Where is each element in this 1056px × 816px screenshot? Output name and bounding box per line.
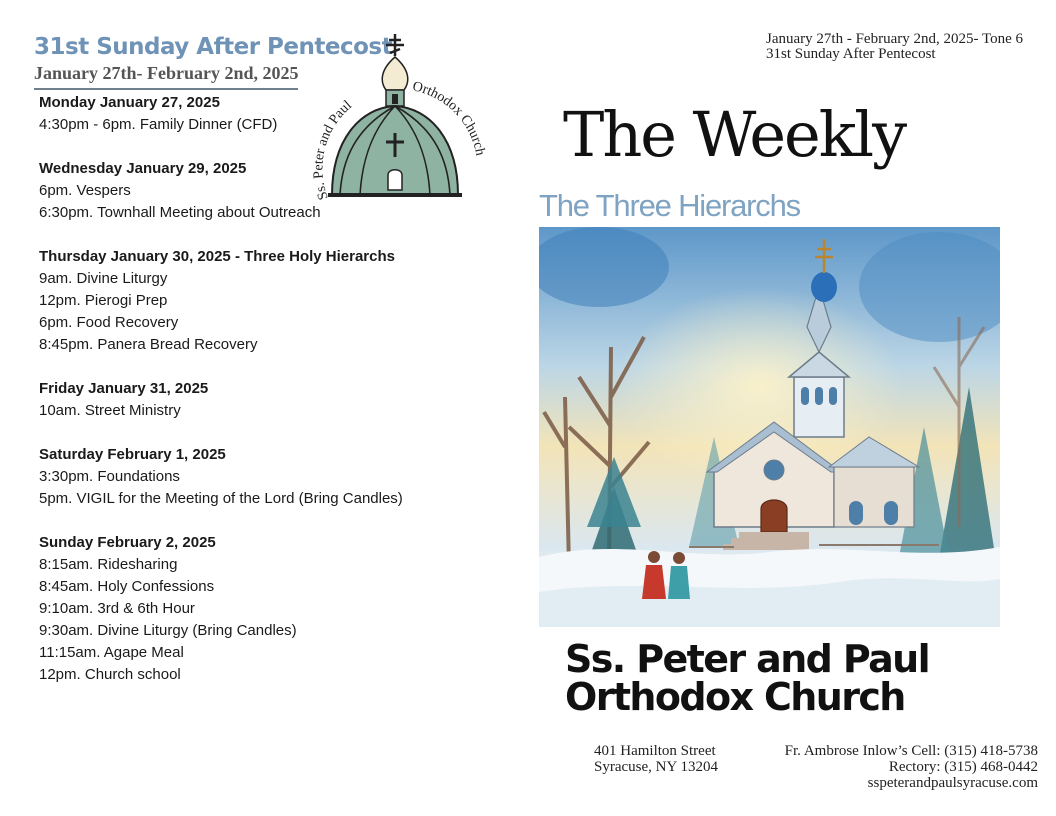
orthodox-cross-icon xyxy=(386,34,404,56)
address-street: 401 Hamilton Street xyxy=(594,743,716,759)
bulletin-subtitle: The Three Hierarchs xyxy=(539,188,800,223)
cover-header-info xyxy=(766,32,1023,62)
cover-illustration xyxy=(539,227,1000,627)
schedule-day-friday xyxy=(39,378,519,422)
event-item: 3:30pm. Foundations xyxy=(39,468,180,485)
address-city: Syracuse, NY 13204 xyxy=(594,759,719,775)
schedule-day-sunday xyxy=(39,532,519,686)
day-heading: Sunday February 2, 2025 xyxy=(39,534,216,551)
church-name xyxy=(565,637,930,719)
church-contacts xyxy=(785,743,1038,791)
header-week-tone: January 27th - February 2nd, 2025- Tone 6 xyxy=(766,31,1023,47)
website-link[interactable]: sspeterandpaulsyracuse.com xyxy=(867,775,1038,791)
header-sunday: 31st Sunday After Pentecost xyxy=(766,46,936,62)
church-name-line2: Orthodox Church xyxy=(565,675,905,719)
church-name-line1: Ss. Peter and Paul xyxy=(565,637,930,681)
day-heading: Monday January 27, 2025 xyxy=(39,94,220,111)
event-item: 9am. Divine Liturgy xyxy=(39,270,168,287)
church-logo xyxy=(300,30,500,210)
day-heading: Saturday February 1, 2025 xyxy=(39,446,226,463)
event-item: 6:30pm. Townhall Meeting about Outreach xyxy=(39,204,321,221)
bulletin-title: The Weekly xyxy=(563,98,906,171)
day-heading: Thursday January 30, 2025 - Three Holy Hierarchs xyxy=(39,248,395,265)
rectory-phone: Rectory: (315) 468-0442 xyxy=(888,759,1038,775)
schedule-day-thursday xyxy=(39,246,519,356)
logo-arc-right: Orthodox Church xyxy=(410,79,488,157)
event-item: 5pm. VIGIL for the Meeting of the Lord (Bring Candles) xyxy=(39,490,403,507)
church-address xyxy=(594,743,718,775)
event-item: 11:15am. Agape Meal xyxy=(39,644,184,661)
title-divider xyxy=(34,88,298,90)
event-item: 8:45pm. Panera Bread Recovery xyxy=(39,336,258,353)
priest-cell: Fr. Ambrose Inlow’s Cell: (315) 418-5738 xyxy=(784,743,1038,759)
week-dates: January 27th- February 2nd, 2025 xyxy=(34,63,299,83)
event-item: 8:15am. Ridesharing xyxy=(39,556,178,573)
event-item: 6pm. Vespers xyxy=(39,182,131,199)
event-item: 8:45am. Holy Confessions xyxy=(39,578,215,595)
logo-arc-left: Ss. Peter and Paul xyxy=(311,97,355,202)
event-item: 4:30pm - 6pm. Family Dinner (CFD) xyxy=(39,116,278,133)
day-heading: Friday January 31, 2025 xyxy=(39,380,209,397)
event-item: 6pm. Food Recovery xyxy=(39,314,179,331)
day-heading: Wednesday January 29, 2025 xyxy=(39,160,247,177)
event-item: 9:10am. 3rd & 6th Hour xyxy=(39,600,195,617)
event-item: 12pm. Pierogi Prep xyxy=(39,292,168,309)
schedule-day-saturday xyxy=(39,444,519,510)
event-item: 12pm. Church school xyxy=(39,666,181,683)
event-item: 9:30am. Divine Liturgy (Bring Candles) xyxy=(39,622,297,639)
event-item: 10am. Street Ministry xyxy=(39,402,181,419)
page-title: 31st Sunday After Pentecost xyxy=(34,34,393,60)
